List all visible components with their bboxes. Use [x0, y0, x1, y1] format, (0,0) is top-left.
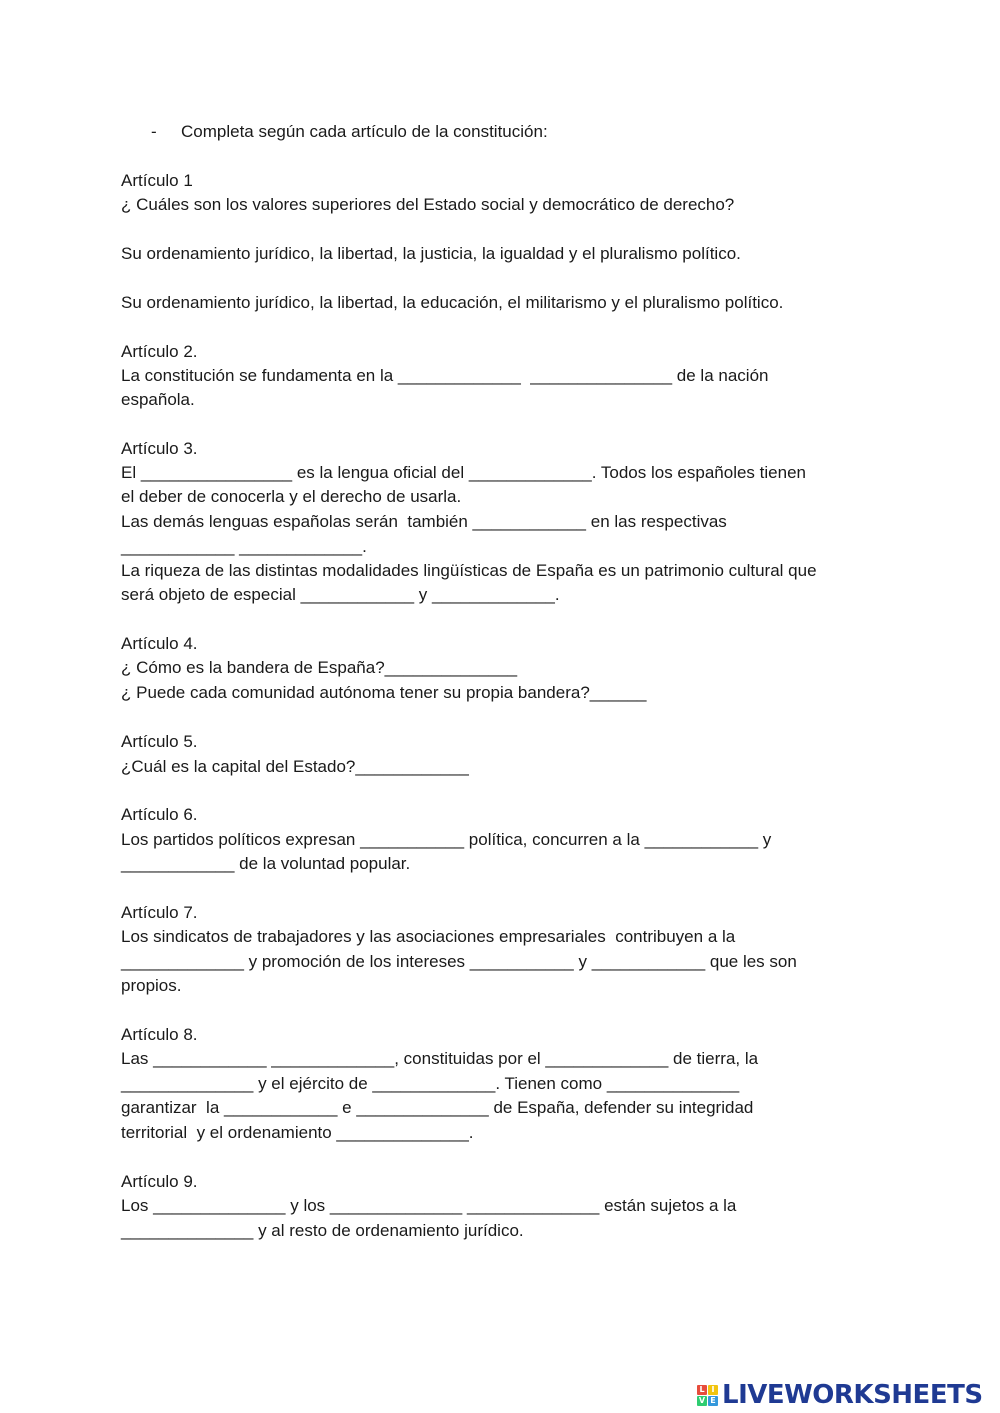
logo-mark-tile: V	[698, 1395, 706, 1405]
fill-in-line[interactable]: ¿Cuál es la capital del Estado?____________	[121, 757, 469, 776]
fill-in-line[interactable]: ¿ Puede cada comunidad autónoma tener su propia bandera?______	[121, 683, 647, 702]
article-heading: Artículo 6.	[121, 805, 198, 824]
body-text: Los sindicatos de trabajadores y las asociaciones empresariales contribuyen a la	[121, 927, 736, 946]
liveworksheets-logo	[697, 1378, 983, 1412]
body-text: La riqueza de las distintas modalidades lingüísticas de España es un patrimonio cultural que	[121, 561, 817, 580]
logo-mark-tile: I	[708, 1385, 718, 1395]
instruction-text: Completa según cada artículo de la constitución:	[181, 122, 548, 141]
fill-in-line[interactable]: ¿ Cómo es la bandera de España?______________	[121, 658, 518, 677]
fill-in-line[interactable]: garantizar la ____________ e ______________ de España, defender su integridad	[121, 1098, 754, 1117]
question-text: ¿ Cuáles son los valores superiores del Estado social y democrático de derecho?	[121, 195, 735, 214]
fill-in-line[interactable]: será objeto de especial ____________ y _____________.	[121, 585, 560, 604]
article-heading: Artículo 7.	[121, 903, 198, 922]
fill-in-line[interactable]: Los ______________ y los ______________ ______________ están sujetos a la	[121, 1196, 737, 1215]
body-text: el deber de conocerla y el derecho de usarla.	[121, 487, 462, 506]
logo-text: LIVEWORKSHEETS	[722, 1380, 983, 1410]
fill-in-line[interactable]: La constitución se fundamenta en la _____________ _______________ de la nación	[121, 366, 769, 385]
fill-in-line[interactable]: _____________ y promoción de los intereses ___________ y ____________ que les son	[121, 952, 797, 971]
logo-mark-tile: L	[697, 1385, 707, 1395]
fill-in-line[interactable]: Las demás lenguas españolas serán también ____________ en las respectivas	[121, 512, 727, 531]
fill-in-line[interactable]: ____________ _____________.	[121, 537, 367, 556]
body-text: española.	[121, 390, 195, 409]
fill-in-line[interactable]: Los partidos políticos expresan ___________ política, concurren a la ____________ y	[121, 830, 772, 849]
body-text: propios.	[121, 976, 182, 995]
article-heading: Artículo 1	[121, 171, 193, 190]
article-heading: Artículo 2.	[121, 342, 198, 361]
logo-mark-tile: E	[708, 1396, 718, 1406]
article-heading: Artículo 5.	[121, 732, 198, 751]
article-heading: Artículo 4.	[121, 634, 198, 653]
fill-in-line[interactable]: El ________________ es la lengua oficial del _____________. Todos los españoles tienen	[121, 463, 806, 482]
fill-in-line[interactable]: territorial y el ordenamiento ______________.	[121, 1123, 474, 1142]
article-heading: Artículo 9.	[121, 1172, 198, 1191]
instruction-bullet: -	[151, 122, 157, 141]
logo-mark-icon	[697, 1385, 718, 1406]
answer-option[interactable]: Su ordenamiento jurídico, la libertad, la educación, el militarismo y el pluralismo político.	[121, 293, 784, 312]
fill-in-line[interactable]: ______________ y el ejército de _____________. Tienen como ______________	[121, 1074, 740, 1093]
fill-in-line[interactable]: ____________ de la voluntad popular.	[121, 854, 411, 873]
fill-in-line[interactable]: ______________ y al resto de ordenamiento jurídico.	[121, 1221, 524, 1240]
fill-in-line[interactable]: Las ____________ _____________, constituidas por el _____________ de tierra, la	[121, 1049, 759, 1068]
article-heading: Artículo 3.	[121, 439, 198, 458]
article-heading: Artículo 8.	[121, 1025, 198, 1044]
answer-option[interactable]: Su ordenamiento jurídico, la libertad, la justicia, la igualdad y el pluralismo político.	[121, 244, 741, 263]
